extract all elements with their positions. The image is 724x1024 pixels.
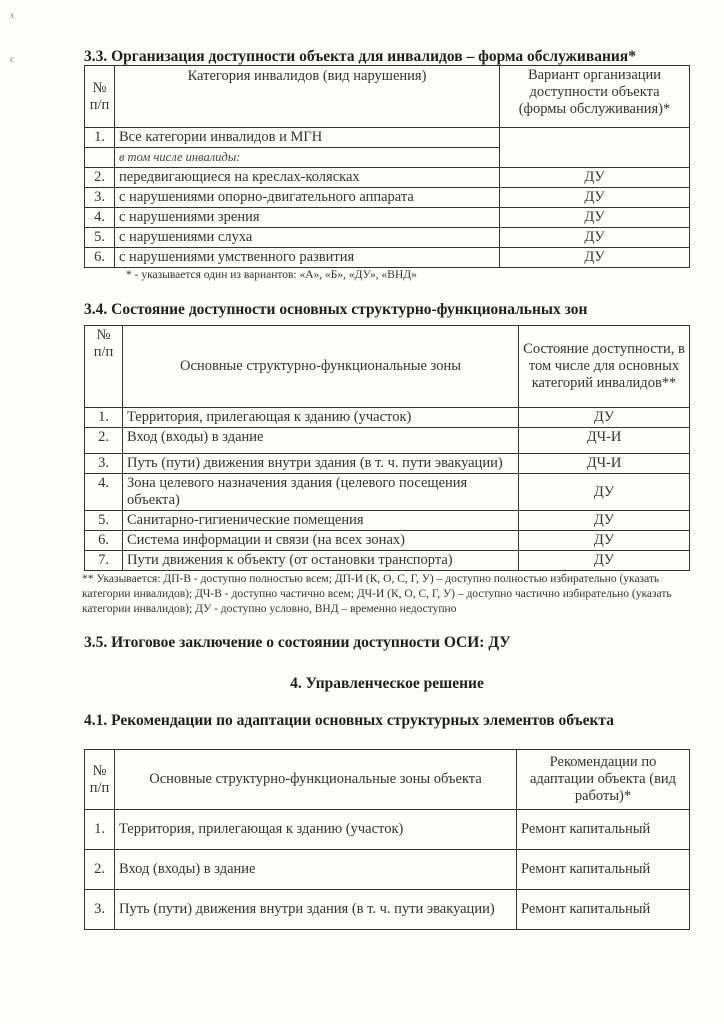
- row-num: 2.: [85, 850, 115, 890]
- row-num: 4.: [85, 474, 123, 511]
- row-name: Путь (пути) движения внутри здания (в т. ч. пути эвакуации): [115, 890, 517, 930]
- section-3-4-title: 3.4. Состояние доступности основных структурно-функциональных зон: [84, 301, 588, 318]
- table-row: [85, 474, 690, 511]
- row-name: Вход (входы) в здание: [115, 850, 517, 890]
- row-value: [500, 128, 690, 168]
- table-row: [85, 188, 690, 208]
- row-name: Вход (входы) в здание: [123, 428, 519, 454]
- table-row: [85, 168, 690, 188]
- row-num: 2.: [85, 428, 123, 454]
- row-name: Путь (пути) движения внутри здания (в т. ч. пути эвакуации): [123, 454, 519, 474]
- table-row: [85, 428, 690, 454]
- row-value: Ремонт капитальный: [517, 890, 690, 930]
- table-row: [85, 228, 690, 248]
- row-num: 1.: [85, 810, 115, 850]
- row-value: ДУ: [519, 531, 690, 551]
- row-num: 4.: [85, 208, 115, 228]
- row-value: ДУ: [519, 408, 690, 428]
- row-name: передвигающиеся на креслах-колясках: [115, 168, 500, 188]
- table-3-3: [84, 65, 690, 268]
- table-row: [85, 248, 690, 268]
- row-value: ДУ: [500, 188, 690, 208]
- footnote-3-3: * - указывается один из вариантов: «А», «Б», «ДУ», «ВНД»: [126, 269, 417, 281]
- row-name: с нарушениями зрения: [115, 208, 500, 228]
- row-num: 5.: [85, 228, 115, 248]
- row-num: 2.: [85, 168, 115, 188]
- footnote-3-4: ** Указывается: ДП-В - доступно полностью всем; ДП-И (К, О, С, Г, У) – доступно полностью избирательно (указать категории инвалидов); ДЧ-В - доступно частично всем; ДЧ-И (К, О, С, Г, У) – доступно частично избирательно (указать категории инвалидов); ДУ - доступно условно, ВНД – временно недоступно: [82, 573, 672, 615]
- row-value: ДУ: [500, 248, 690, 268]
- row-num: 6.: [85, 248, 115, 268]
- section-4-1-title: 4.1. Рекомендации по адаптации основных структурных элементов объекта: [84, 712, 614, 729]
- row-name: Все категории инвалидов и МГН: [115, 128, 500, 148]
- col-header-recommendation: Рекомендации по адаптации объекта (вид работы)*: [517, 750, 690, 810]
- row-value: Ремонт капитальный: [517, 850, 690, 890]
- col-header-zones: Основные структурно-функциональные зоны объекта: [115, 750, 517, 810]
- row-value: ДУ: [500, 168, 690, 188]
- document-page: [84, 40, 690, 930]
- table-row: [85, 454, 690, 474]
- row-name: с нарушениями слуха: [115, 228, 500, 248]
- section-3-5-title: 3.5. Итоговое заключение о состоянии доступности ОСИ: ДУ: [84, 634, 511, 651]
- col-header-num: № п/п: [85, 326, 123, 408]
- row-num: 3.: [85, 454, 123, 474]
- col-header-zones: Основные структурно-функциональные зоны: [123, 326, 519, 408]
- col-header-num: № п/п: [85, 750, 115, 810]
- subheading: в том числе инвалиды:: [115, 148, 500, 168]
- row-name: с нарушениями опорно-двигательного аппарата: [115, 188, 500, 208]
- table-row: [85, 810, 690, 850]
- row-num: [85, 148, 115, 168]
- row-value: Ремонт капитальный: [517, 810, 690, 850]
- table-row: [85, 208, 690, 228]
- row-num: 1.: [85, 408, 123, 428]
- margin-mark: з: [10, 10, 14, 20]
- col-header-category: Категория инвалидов (вид нарушения): [115, 66, 500, 128]
- row-num: 1.: [85, 128, 115, 148]
- row-name: Территория, прилегающая к зданию (участок): [115, 810, 517, 850]
- table-row: [85, 890, 690, 930]
- row-name: Санитарно-гигиенические помещения: [123, 511, 519, 531]
- row-value: ДУ: [519, 474, 690, 511]
- col-header-variant: Вариант организации доступности объекта (формы обслуживания)*: [500, 66, 690, 128]
- row-num: 3.: [85, 890, 115, 930]
- row-num: 7.: [85, 551, 123, 571]
- table-row: [85, 531, 690, 551]
- row-name: Зона целевого назначения здания (целевого посещения объекта): [123, 474, 519, 511]
- table-row: [85, 551, 690, 571]
- table-4-1: [84, 749, 690, 930]
- row-value: ДУ: [519, 551, 690, 571]
- table-row: [85, 511, 690, 531]
- section-3-3-title: 3.3. Организация доступности объекта для инвалидов – форма обслуживания*: [84, 48, 636, 65]
- col-header-state: Состояние доступности, в том числе для основных категорий инвалидов**: [519, 326, 690, 408]
- margin-mark: с: [10, 54, 14, 64]
- table-3-4: [84, 325, 690, 571]
- row-value: ДЧ-И: [519, 454, 690, 474]
- row-name: Система информации и связи (на всех зонах): [123, 531, 519, 551]
- row-num: 3.: [85, 188, 115, 208]
- row-value: ДУ: [519, 511, 690, 531]
- row-value: ДУ: [500, 228, 690, 248]
- section-4-title: 4. Управленческое решение: [290, 675, 484, 692]
- row-num: 6.: [85, 531, 123, 551]
- row-name: с нарушениями умственного развития: [115, 248, 500, 268]
- table-row: [85, 408, 690, 428]
- row-name: Территория, прилегающая к зданию (участок): [123, 408, 519, 428]
- row-num: 5.: [85, 511, 123, 531]
- row-value: ДУ: [500, 208, 690, 228]
- row-value: ДЧ-И: [519, 428, 690, 454]
- col-header-num: № п/п: [85, 66, 115, 128]
- row-name: Пути движения к объекту (от остановки транспорта): [123, 551, 519, 571]
- table-row: [85, 850, 690, 890]
